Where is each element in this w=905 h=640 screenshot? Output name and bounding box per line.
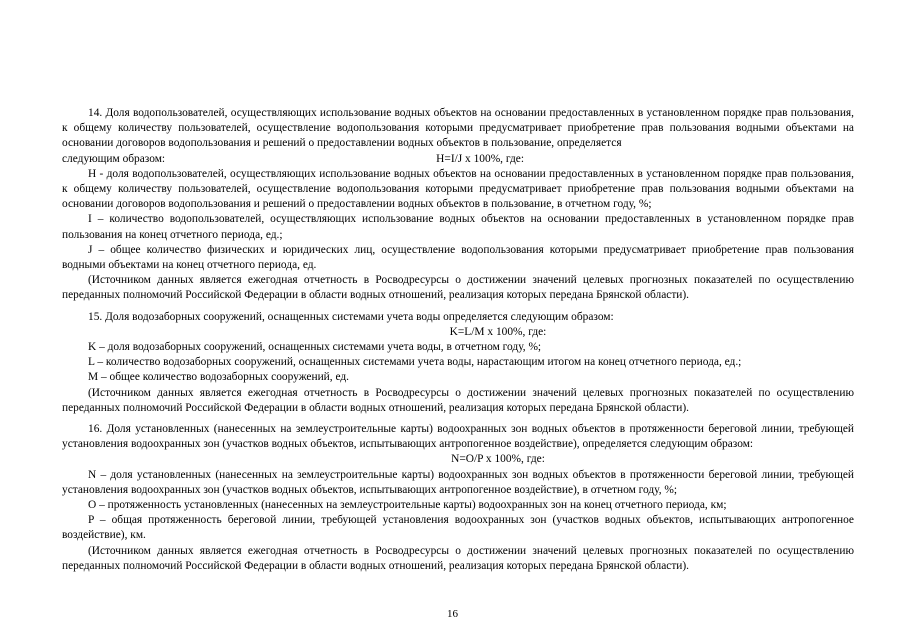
section-14-intro: 14. Доля водопользователей, осуществляющих использование водных объектов на основании предоставленных в установленном порядке прав пользования, к общему количеству пользователей, осуществление водопользования которыми предусматривает приобретение прав пользования водными объектами на основании договоров водопользования и решений о предоставлении водных объектов в пользование, определяется (62, 107, 854, 150)
section-15-k-definition: K – доля водозаборных сооружений, оснащенных системами учета воды, в отчетном году, %; (88, 341, 542, 354)
section-16-formula: N=O/P x 100%, где: (451, 453, 545, 466)
section-15-m-definition: M – общее количество водозаборных сооружений, ед. (88, 371, 349, 384)
section-15-formula: K=L/M x 100%, где: (449, 325, 547, 338)
section-14-i-definition: I – количество водопользователей, осуществляющих использование водных объектов на основании предоставленных в установленном порядке прав пользования на конец отчетного периода, ед.; (62, 213, 854, 241)
section-16-o-definition: O – протяженность установленных (нанесенных на землеустроительные карты) водоохранных зон на конец отчетного периода, км; (88, 499, 727, 512)
section-16-p-definition: P – общая протяженность береговой линии, требующей установления водоохранных зон (участков водных объектов, испытывающих антропогенное воздействие), км. (62, 514, 854, 542)
section-14-intro-end: следующим образом: (62, 152, 166, 165)
document-page (62, 106, 854, 574)
section-14-source: (Источником данных является ежегодная отчетность в Росводресурсы о достижении значений целевых прогнозных показателей по осуществлению переданных полномочий Российской Федерации в области водных отношений, реализация которых передана Брянской области). (62, 274, 854, 302)
page-number: 16 (447, 608, 458, 620)
section-14-h-definition: H - доля водопользователей, осуществляющих использование водных объектов на основании предоставленных в установленном порядке прав пользования, к общему количеству пользователей, осуществление водопользования которыми предусматривает приобретение прав пользования водными объектами на основании договоров водопользования и решений о предоставлении водных объектов в пользование, в отчетном году, %; (62, 167, 854, 211)
section-14-j-definition: J – общее количество физических и юридических лиц, осуществление водопользования которыми предусматривает приобретение прав пользования водными объектами на конец отчетного периода, ед. (62, 243, 854, 272)
section-15-source: (Источником данных является ежегодная отчетность в Росводресурсы о достижении значений целевых прогнозных показателей по осуществлению переданных полномочий Российской Федерации в области водных отношений, реализация которых передана Брянской области). (62, 386, 854, 414)
section-15-intro: 15. Доля водозаборных сооружений, оснащенных системами учета воды определяется следующим образом: (88, 310, 614, 323)
section-16-source: (Источником данных является ежегодная отчетность в Росводресурсы о достижении значений целевых прогнозных показателей по осуществлению переданных полномочий Российской Федерации в области водных отношений, реализация которых передана Брянской области). (62, 544, 854, 572)
section-15-l-definition: L – количество водозаборных сооружений, оснащенных системами учета воды, нарастающим итогом на конец отчетного периода, ед.; (88, 356, 742, 369)
section-16-n-definition: N – доля установленных (нанесенных на землеустроительные карты) водоохранных зон водных объектов в протяженности береговой линии, требующей установления водоохранных зон (участков водных объектов, испытывающих антропогенное воздействие), в отчетном году, %; (62, 468, 854, 496)
section-14-formula: H=I/J x 100%, где: (436, 152, 524, 165)
section-14-formula-line (62, 152, 854, 167)
section-16-intro: 16. Доля установленных (нанесенных на землеустроительные карты) водоохранных зон водных объектов в протяженности береговой линии, требующей установления водоохранных зон (участков водных объектов, испытывающих антропогенное воздействие), определяется следующим образом: (62, 423, 854, 451)
